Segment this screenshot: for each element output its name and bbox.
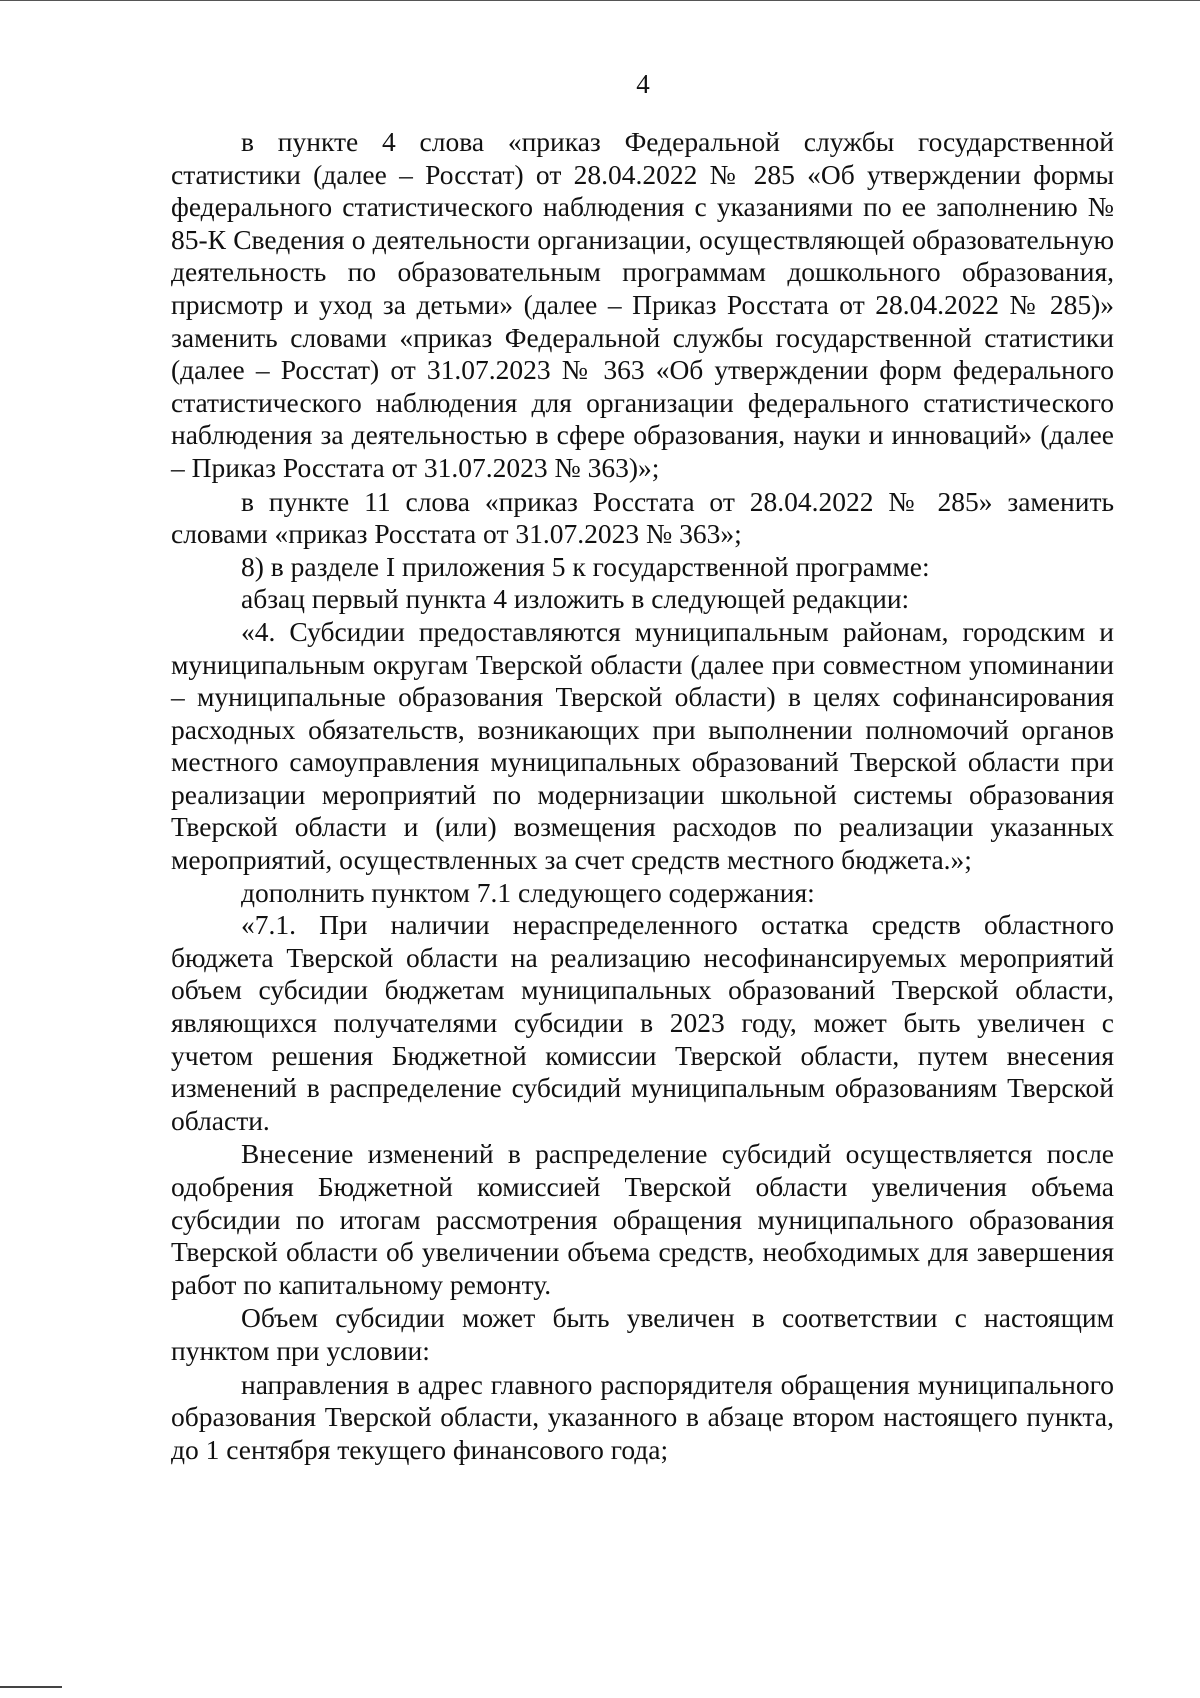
paragraph-6: дополнить пунктом 7.1 следующего содержания: xyxy=(241,876,815,908)
paragraph-2: в пункте 11 слова «приказ Росстата от 28.04.2022 № 285» заменить словами «приказ Росстата от 31.07.2023 № 363»; xyxy=(171,485,1114,550)
scan-edge-line xyxy=(0,0,1200,1)
paragraph-5: «4. Субсидии предоставляются муниципальным районам, городским и муниципальным округам Тверской области (далее при совместном упоминании – муниципальные образования Тверской области) в целях софинансирования расходных обязательств, возникающих при выполнении полномочий органов местного самоуправления муниципальных образований Тверской области при реализации мероприятий по модернизации школьной системы образования Тверской области и (или) возмещения расходов по реализации указанных мероприятий, осуществленных за счет средств местного бюджета.»; xyxy=(171,615,1114,876)
paragraph-8: Внесение изменений в распределение субсидий осуществляется после одобрения Бюджетной комиссией Тверской области увеличения объема субсидии по итогам рассмотрения обращения муниципального образования Тверской области об увеличении объема средств, необходимых для завершения работ по капитальному ремонту. xyxy=(171,1138,1114,1300)
document-body xyxy=(171,126,1114,1466)
scan-edge-mark xyxy=(0,1686,62,1688)
paragraph-1: в пункте 4 слова «приказ Федеральной службы государственной статистики (далее – Росстат) от 28.04.2022 № 285 «Об утверждении формы федерального статистического наблюдения с указаниями по ее заполнению № 85-К Сведения о деятельности организации, осуществляющей образовательную деятельность по образовательным программам дошкольного образования, присмотр и уход за детьми» (далее – Приказ Росстата от 28.04.2022 № 285)» заменить словами «приказ Федеральной службы государственной статистики (далее – Росстат) от 31.07.2023 № 363 «Об утверждении форм федерального статистического наблюдения для организации федерального статистического наблюдения за деятельностью в сфере образования, науки и инноваций» (далее – Приказ Росстата от 31.07.2023 № 363)»; xyxy=(171,126,1114,483)
page-number: 4 xyxy=(636,69,650,99)
paragraph-7: «7.1. При наличии нераспределенного остатка средств областного бюджета Тверской области на реализацию несофинансируемых мероприятий объем субсидии бюджетам муниципальных образований Тверской области, являющихся получателями субсидии в 2023 году, может быть увеличен с учетом решения Бюджетной комиссии Тверской области, путем внесения изменений в распределение субсидий муниципальным образованиям Тверской области. xyxy=(171,909,1114,1136)
paragraph-3: 8) в разделе I приложения 5 к государственной программе: xyxy=(241,550,930,582)
paragraph-4: абзац первый пункта 4 изложить в следующей редакции: xyxy=(241,583,910,615)
paragraph-9: Объем субсидии может быть увеличен в соответствии с настоящим пунктом при условии: xyxy=(171,1302,1114,1366)
paragraph-10: направления в адрес главного распорядителя обращения муниципального образования Тверской области, указанного в абзаце втором настоящего пункта, до 1 сентября текущего финансового года; xyxy=(171,1368,1114,1465)
